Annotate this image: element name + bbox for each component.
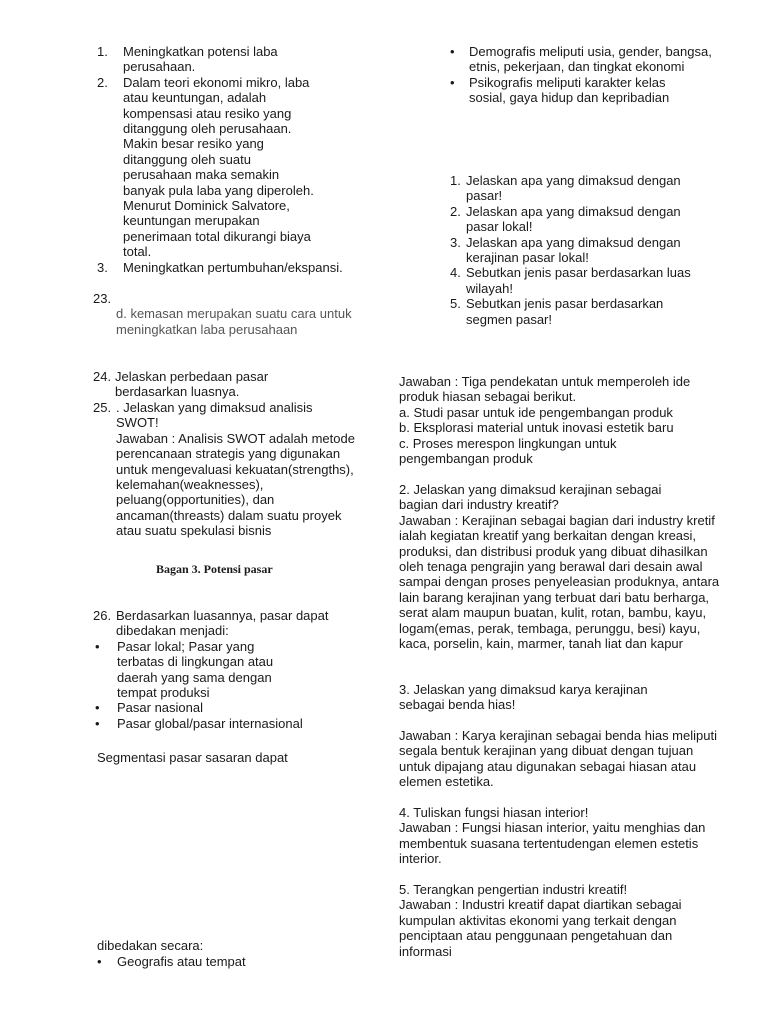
dibedakan-text: dibedakan secara: [97,938,204,953]
list-text: Dalam teori ekonomi mikro, laba atau keuntungan, adalah kompensasi atau resiko yang ditanggung oleh perusahaan. Makin besar resiko yang ditanggung oleh suatu perusahaan maka semakin banyak pula laba yang diperoleh. Menurut Dominick Salvatore, keuntungan merupakan penerimaan total dikurangi biaya total. [123,74,314,260]
question-text: Berdasarkan luasannya, pasar dapat dibedakan menjadi: [116,608,329,639]
list-text: Meningkatkan pertumbuhan/ekspansi. [123,259,343,275]
bullet-row [97,954,347,969]
list-item [450,75,730,106]
question-text: Jelaskan apa yang dimaksud dengan pasar lokal! [466,203,681,235]
question-text: Jelaskan apa yang dimaksud dengan kerajinan pasar lokal! [466,234,681,266]
left-list-1 [97,44,367,275]
answer-line: Jawaban : Industri kreatif dapat diartikan sebagai kumpulan aktivitas ekonomi yang terkait dengan penciptaan atau penggunaan pengetahuan dan informasi [399,897,682,959]
question-line: 4. Tuliskan fungsi hiasan interior! [399,805,589,820]
question-text: . Jelaskan yang dimaksud analisis SWOT! [116,400,313,431]
answer-block-2 [399,482,729,651]
bullet-icon: • [95,700,100,716]
list-item [95,716,383,731]
list-item [450,265,730,296]
question-line: 3. Jelaskan yang dimaksud karya kerajinan sebagai benda hias! [399,682,648,713]
question-number: 4. [450,265,461,281]
list-item [97,260,367,275]
question-row [93,400,383,539]
question-number: 5. [450,296,461,312]
answer-line: Jawaban : Kerajinan sebagai bagian dari industry kretif ialah kegiatan kreatif yang berkaitan dengan kreasi, produksi, dan distribusi produk yang dibuat dihasilkan oleh tenaga pengrajin yang berawal dari desain awal sampai dengan proses penyeleasian produknya, antara lain barang kerajinan yang terbuat dari batu berharga, serat alam maupun buatan, kulit, rotan, bambu, kayu, logam(emas, perak, tembaga, perunggu, besi) kayu, kaca, porselin, kain, marmer, tanah liat dan kapur [399,512,720,652]
answer-line: b. Eksplorasi material untuk inovasi estetik baru [399,420,674,436]
answer-line: c. Proses merespon lingkungan untuk pengembangan produk [399,435,617,467]
answer-block-3 [399,682,729,713]
answer-line: Jawaban : Fungsi hiasan interior, yaitu menghias dan membentuk suasana tertentudengan elemen estetis interior. [399,820,706,867]
section-title: Bagan 3. Potensi pasar [156,562,273,576]
list-text: Meningkatkan potensi laba perusahaan. [123,44,278,75]
answer-line: a. Studi pasar untuk ide pengembangan produk [399,404,673,420]
bullet-icon: • [450,44,455,59]
right-questions [450,173,730,327]
list-item [97,44,367,75]
question-number: 2. [450,203,461,219]
question-row [93,608,383,639]
question-line: 2. Jelaskan yang dimaksud kerajinan sebagai bagian dari industry kreatif? [399,482,662,513]
right-bullets [450,44,730,106]
question-number: 1. [450,173,461,188]
answer-block-1 [399,374,729,466]
question-26 [93,608,383,731]
answer-block-4 [399,728,729,790]
question-text: Jelaskan apa yang dimaksud dengan pasar! [466,173,681,204]
segmentasi-text: Segmentasi pasar sasaran dapat [97,750,288,765]
bullet-icon: • [95,638,100,654]
question-line: 5. Terangkan pengertian industri kreatif! [399,882,628,897]
question-text: Jelaskan perbedaan pasar berdasarkan luasnya. [115,369,269,400]
question-text: Sebutkan jenis pasar berdasarkan luas wilayah! [466,265,691,296]
list-number: 3. [97,259,108,275]
bullet-text: Demografis meliputi usia, gender, bangsa, etnis, pekerjaan, dan tingkat ekonomi [469,44,712,75]
answer-text: Jawaban : Analisis SWOT adalah metode perencanaan strategis yang digunakan untuk mengevaluasi kekuatan(strengths), kelemahan(weaknesses), peluang(opportunities), dan ancaman(threasts) dalam suatu proyek atau suatu spekulasi bisnis [116,430,355,539]
list-number: 2. [97,74,108,90]
answer-line: Jawaban : Tiga pendekatan untuk memperoleh ide produk hiasan sebagai berikut. [399,374,691,405]
question-number: 25. [93,400,112,415]
question-number: 24. [93,369,112,384]
list-item [450,204,730,235]
list-item [95,700,383,715]
list-item [450,296,730,327]
bullet-icon: • [95,715,100,731]
question-24 [93,369,383,400]
question-row [93,369,383,400]
question-number: 23. [93,291,112,306]
bullet-text: Geografis atau tempat [117,954,246,969]
bullet-text: Pasar lokal; Pasar yang terbatas di lingkungan atau daerah yang sama dengan tempat produksi [117,638,274,701]
list-item [450,235,730,266]
bullet-text: Pasar global/pasar internasional [117,715,303,731]
bullet-icon: • [450,74,455,90]
answer-text: d. kemasan merupakan suatu cara untuk meningkatkan laba perusahaan [116,306,352,337]
question-number: 3. [450,234,461,250]
answer-line: Jawaban : Karya kerajinan sebagai benda hias meliputi segala bentuk kerajinan yang dibuat dengan tujuan untuk dipajang atau digunakan sebagai hiasan atau elemen estetika. [399,728,717,790]
question-25 [93,400,383,539]
question-text: Sebutkan jenis pasar berdasarkan segmen pasar! [466,296,664,327]
list-number: 1. [97,44,108,59]
bullet-icon: • [97,954,102,969]
list-item [450,44,730,75]
question-23 [93,291,383,337]
list-item [450,173,730,204]
list-item [97,954,347,969]
question-number: 26. [93,608,112,623]
answer-block-5 [399,805,729,867]
answer-block-6 [399,882,729,959]
list-item [97,75,367,260]
list-item [95,639,383,701]
bullet-text: Pasar nasional [117,700,203,716]
bullet-text: Psikografis meliputi karakter kelas sosial, gaya hidup dan kepribadian [469,74,670,106]
